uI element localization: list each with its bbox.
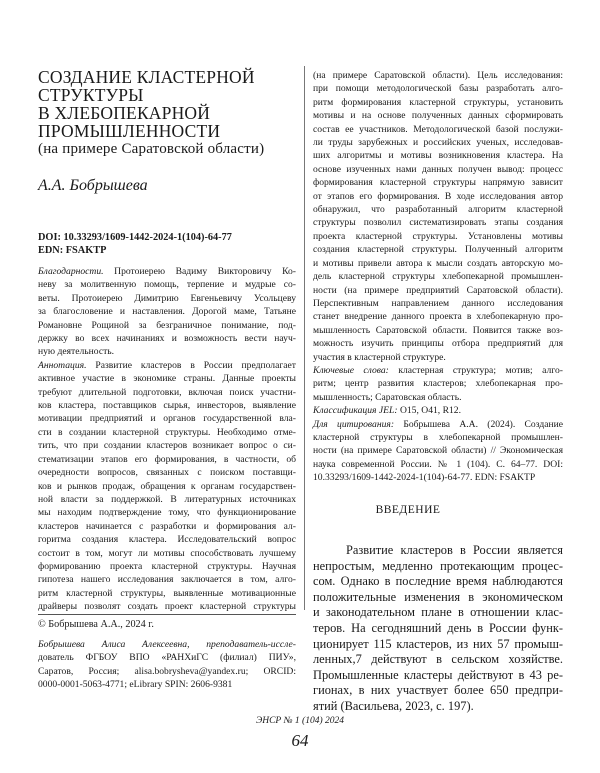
abstract-line: Развитие кластеров в России предполагает [95,360,296,371]
abstract-line: состав ее участников. Методологической базой послужи- [313,123,563,136]
body-line: ционирует 115 кластеров, из них 57 промыш- [313,637,563,653]
abstract-left [38,359,296,614]
abstract-line: создания кластерной структуры. Полученный алгоритм [313,243,563,256]
identifiers [38,231,296,257]
abstract-line: требуют длительной подготовки, включая поиск участни- [38,386,296,399]
ack-line: Романовне Рощиной за безграничное понимание, под- [38,319,296,332]
journal-page [0,0,600,773]
citation-line: кластерной структуры в хлебопекарной промышлен- [313,431,563,444]
abstract-line: ков кластера, поставщиков сырья, инвесторов, выявление [38,399,296,412]
abstract-line: основе изученных нами данных получен вывод: процесс [313,163,563,176]
abstract-label: Аннотация. [38,360,86,371]
keywords-label: Ключевые слова: [313,365,389,376]
author-info-line: дователь ФГБОУ ВПО «РАНХиГС (филиал) ПИУ», [38,651,296,664]
abstract-line: формированию проекта кластерной структуры. Научная [38,560,296,573]
ack-line: ную деятельность. [38,345,296,358]
author-info-line: Саратов, Россия; alisa.bobrysheva@yandex.ru; ORCID: [38,665,296,678]
abstract-line: (на примере Саратовской области). Цель исследования: [313,69,563,82]
abstract-line: можность изучить принципы отбора предприятий для [313,337,563,350]
citation-line: Бобрышева А.А. (2024). Создание [403,419,563,430]
jel-label: Классификация JEL: [313,405,398,416]
citation-label: Для цитирования: [313,419,394,430]
abstract-line: горитма создания кластера. Исследовательский вопрос [38,533,296,546]
section-heading [313,504,563,516]
ack-line: неву за молитвенную помощь, терпение и мудрые со- [38,278,296,291]
abstract-line: ков и рынков продаж, обращения к органам государствен- [38,480,296,493]
keywords-line: мышленность; Саратовская область. [313,391,563,404]
abstract-line: гипотеза нашего исследования заключается в том, алго- [38,573,296,586]
keywords-line: кластерная структура; мотив; алго- [398,365,563,376]
ack-line: за благословение и наставления. Дорогой маме, Татьяне [38,305,296,318]
abstract-line: мотивации предприятий и органов государственной вла- [38,412,296,425]
left-column [38,68,296,614]
page-number: 64 [0,731,600,751]
abstract-line: мы находим подтверждение тому, что функционирование [38,506,296,519]
title-line: В ХЛЕБОПЕКАРНОЙ [38,104,296,122]
body-line: ленных,7 действуют в сельском хозяйстве. [313,652,563,668]
abstract-line: ли труды зарубежных и российских ученых, исследовав- [313,136,563,149]
ack-line: Протоиерею Вадиму Викторовичу Ко- [114,266,296,277]
jel-codes: O15, O41, R12. [400,405,461,416]
abstract-line: структуры позволил систематизировать этапы создания [313,216,563,229]
abstract-line: формирования кластерной структуры напрямую зависит [313,176,563,189]
body-line: положительные изменения в экономическом [313,590,563,606]
abstract-line: от этапов его формирования. В ходе исследования автор [313,190,563,203]
abstract-line: ности (на примере предприятий Саратовской области). [313,284,563,297]
body-line: ятий (Васильева, 2023, с. 197). [313,699,563,715]
title-line: ПРОМЫШЛЕННОСТИ [38,122,296,140]
body-line: гионах, в них участвует более 650 предпри- [313,683,563,699]
copyright: © Бобрышева А.А., 2024 г. [38,619,296,630]
right-column [313,69,563,485]
title-line: СТРУКТУРЫ [38,86,296,104]
citation-line: ности (на примере Саратовской области) // Экономическая [313,444,563,457]
keywords-line: ритм; центр развития кластеров; хлебопекарная про- [313,377,563,390]
body-line: Промышленные кластеры действуют в 43 ре- [313,668,563,684]
title-subtitle: (на примере Саратовской области) [38,140,296,158]
abstract-line: ной власти за поддержкой. В литературных источниках [38,493,296,506]
section-heading-text: ВВЕДЕНИЕ [376,504,501,516]
abstract-line: проекта кластерной структуры. Установлены мотивы [313,230,563,243]
footnote-divider [38,614,296,615]
author-info-line: Бобрышева Алиса Алексеевна, преподаватель-иссле- [38,638,296,651]
abstract-line: и мотивы привели автора к мысли создать авторскую мо- [313,257,563,270]
body-line: непростым, медленно протекающим процес- [313,559,563,575]
author-name: А.А. Бобрышева [38,177,296,195]
citation-line: 10.33293/1609-1442-2024-1(104)-64-77. EDN: FSAKTP [313,471,563,484]
abstract-line: очередности вопросов, связанных с поиском поставщи- [38,466,296,479]
body-line: сом. Однако в последние время наблюдаются [313,574,563,590]
abstract-line: Перспективным направлением данного исследования [313,297,563,310]
body-line: Развитие кластеров в России является [313,543,563,559]
citation [313,418,563,485]
abstract-line: дель кластерной структуры хлебопекарной промышлен- [313,270,563,283]
ack-label: Благодарности. [38,266,104,277]
citation-line: наука современной России. № 1 (104). С. 64–77. DOI: [313,458,563,471]
abstract-line: мышленность Саратовской области. Появится также воз- [313,324,563,337]
acknowledgements [38,265,296,359]
ack-line: держку во всех начинаниях и возможность вести науч- [38,332,296,345]
ack-line: веты. Протоиерею Димитрию Евгеньевичу Усольцеву [38,292,296,305]
body-line: и законодательном плане в отношении клас- [313,605,563,621]
abstract-line: состоит в том, могут ли мотивы способствовать лучшему [38,547,296,560]
abstract-line: стематизации этапов его формирования, в частности, об [38,453,296,466]
column-divider [304,66,305,610]
journal-footer: ЭНСР № 1 (104) 2024 [0,716,600,726]
abstract-line: станет внедрение данного проекта в хлебопекарную про- [313,310,563,323]
abstract-line: драйверы позволят создать проект кластерной структуры [38,600,296,613]
author-info-line: 0000-0001-5063-4771; eLibrary SPIN: 2606-9381 [38,678,296,691]
article-title [38,68,296,158]
abstract-line: тить, что при создании кластеров возникает вопрос о си- [38,439,296,452]
author-info [38,638,296,692]
abstract-line: обнаружил, что разработанный алгоритм кластерной [313,203,563,216]
doi[interactable]: DOI: 10.33293/1609-1442-2024-1(104)-64-77 [38,232,232,243]
title-line: СОЗДАНИЕ КЛАСТЕРНОЙ [38,68,296,86]
edn: EDN: FSAKTP [38,245,106,256]
abstract-line: ритм формирования кластерной структуры, установить [313,96,563,109]
keywords [313,364,563,404]
body-line: теров. На сегодняшний день в России функ- [313,621,563,637]
abstract-line: при помощи методологической базы разработать алго- [313,82,563,95]
abstract-line: ших алгоритмы и мотивы возникновения кластера. На [313,149,563,162]
abstract-line: активное участие в экономике страны. Данные проекты [38,372,296,385]
abstract-line: кластеров начинается с разработки и формирования ал- [38,520,296,533]
abstract-line: участия в кластерной структуре. [313,351,563,364]
abstract-line: ритм кластерной структуры, выявленные мотивационные [38,587,296,600]
jel-classification [313,404,563,417]
abstract-right [313,69,563,364]
intro-paragraph [313,543,563,715]
abstract-line: мотивы и на основе полученных данных сформировать [313,109,563,122]
abstract-line: сти в создании кластерной структуры. Необходимо отме- [38,426,296,439]
